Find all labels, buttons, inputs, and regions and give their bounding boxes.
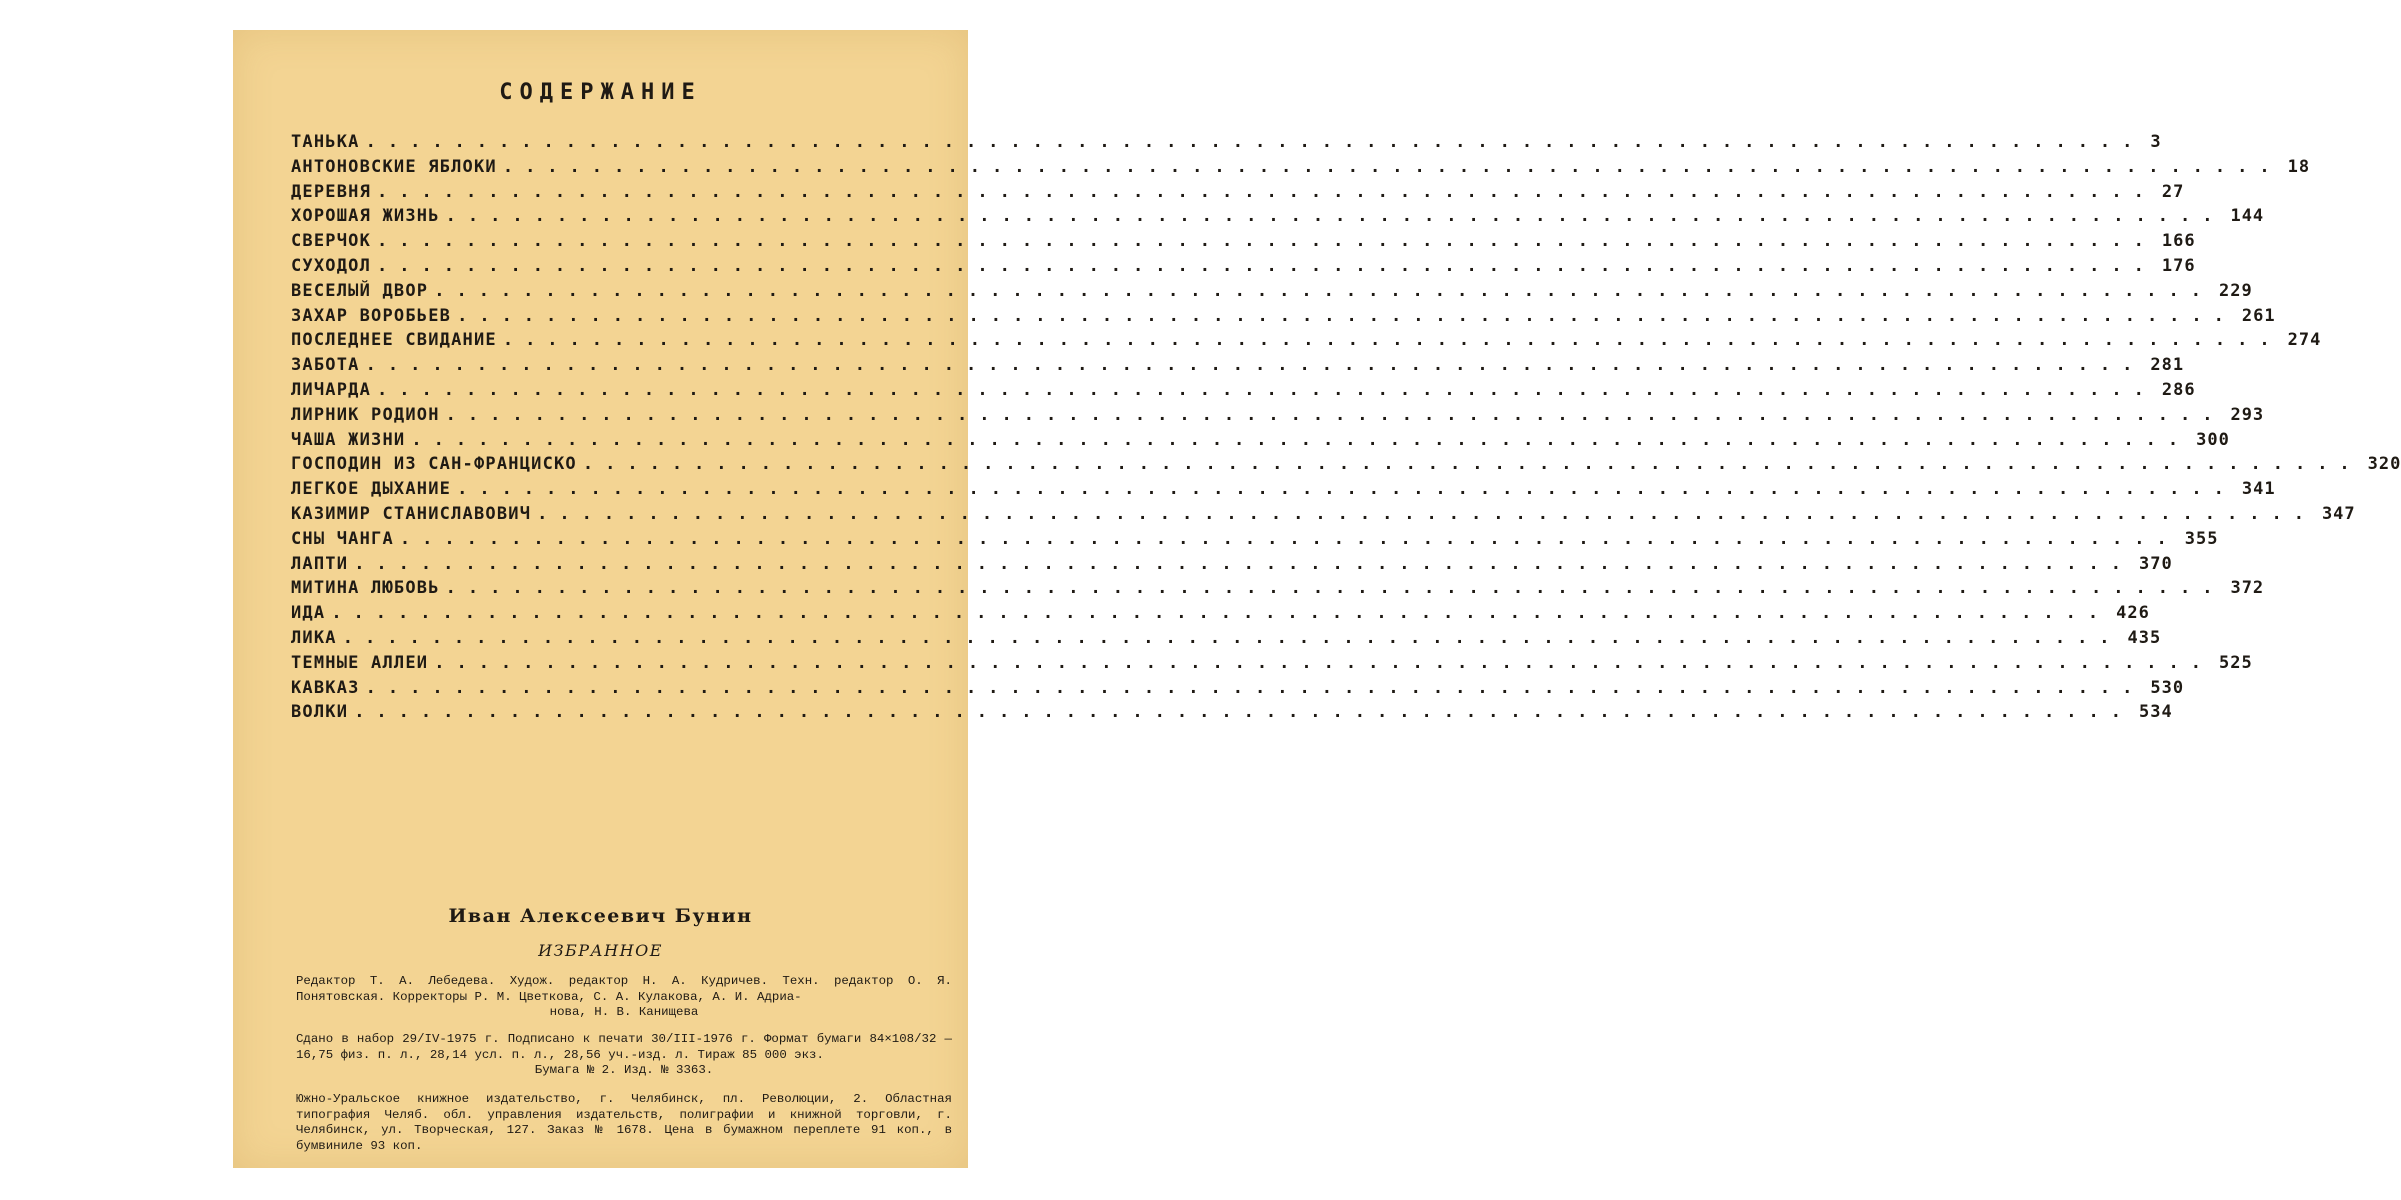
- toc-entry: [291, 429, 2230, 455]
- toc-entry-page: 27: [2161, 181, 2185, 202]
- toc-entry-page: 534: [2138, 702, 2173, 723]
- print-info-block: [296, 1032, 952, 1079]
- toc-dot-leader: ................................................................................: [582, 454, 2362, 475]
- toc-entry: [291, 206, 2265, 231]
- toc-entry-page: 3: [2150, 132, 2162, 152]
- toc-entry-page: 166: [2161, 231, 2196, 252]
- toc-dot-leader: ................................................................................: [445, 206, 2225, 227]
- toc-entry-title: ГОСПОДИН ИЗ САН-ФРАНЦИСКО: [291, 454, 577, 475]
- toc-dot-leader: ................................................................................: [354, 702, 2133, 723]
- toc-entry-page: 530: [2150, 677, 2185, 698]
- book-page: [233, 30, 2401, 1168]
- toc-entry-page: 525: [2219, 652, 2253, 673]
- toc-dot-leader: ................................................................................: [399, 528, 2179, 549]
- toc-dot-leader: ................................................................................: [331, 603, 2111, 624]
- toc-entry-page: 293: [2230, 404, 2265, 425]
- toc-entry-page: 372: [2230, 578, 2265, 599]
- toc-dot-leader: ................................................................................: [537, 503, 2316, 524]
- toc-entry-page: 370: [2138, 553, 2173, 574]
- publisher-block: [296, 1092, 952, 1154]
- toc-entry: [291, 454, 2401, 479]
- toc-entry: [291, 652, 2253, 678]
- toc-entry: [291, 603, 2150, 628]
- toc-dot-leader: ................................................................................: [354, 553, 2133, 574]
- toc-entry: [291, 305, 2276, 331]
- toc-dot-leader: ................................................................................: [377, 255, 2156, 276]
- toc-dot-leader: ................................................................................: [457, 305, 2236, 326]
- credits-line: нова, Н. В. Канищева: [549, 1005, 699, 1019]
- toc-entry: [291, 132, 2162, 157]
- toc-entry-title: СУХОДОЛ: [291, 255, 372, 276]
- toc-entry-page: 435: [2127, 627, 2162, 648]
- toc-entry-page: 176: [2161, 255, 2196, 276]
- toc-dot-leader: ................................................................................: [445, 578, 2225, 599]
- toc-entry-title: ЛИЧАРДА: [291, 379, 372, 400]
- toc-dot-leader: ................................................................................: [377, 181, 2156, 202]
- toc-entry: [291, 702, 2173, 727]
- toc-entry-title: ХОРОШАЯ ЖИЗНЬ: [291, 206, 440, 227]
- toc-entry-page: 355: [2184, 528, 2219, 549]
- toc-entry-title: ДЕРЕВНЯ: [291, 181, 372, 202]
- toc-entry-title: ЛИРНИК РОДИОН: [291, 404, 440, 425]
- toc-entry-page: 300: [2196, 429, 2230, 450]
- toc-entry-title: ТЕМНЫЕ АЛЛЕИ: [291, 652, 429, 673]
- toc-dot-leader: ................................................................................: [434, 280, 2214, 301]
- toc-dot-leader: ................................................................................: [411, 429, 2191, 450]
- toc-entry: [291, 479, 2276, 504]
- toc-entry-title: ЧАША ЖИЗНИ: [291, 429, 406, 450]
- print-info-line: Сдано в набор 29/IV-1975 г. Подписано к печати 30/III-1976 г. Формат бумаги 84×108/32 — 16,75 физ. п. л., 28,14 усл. п. л., 28,56 уч.-изд. л. Тираж 85 000 экз.: [296, 1032, 952, 1062]
- toc-dot-leader: ................................................................................: [377, 379, 2156, 400]
- toc-dot-leader: ................................................................................: [434, 652, 2214, 673]
- toc-entry-page: 347: [2321, 503, 2356, 524]
- publisher-info: Южно-Уральское книжное издательство, г. Челябинск, пл. Революции, 2. Областная типография Челяб. обл. управления издательств, полиграфии и книжной торговли, г. Челябинск, ул. Творческая, 127. Заказ № 1678. Цена в бумажном переплете 91 коп., в бумвиниле 93 коп.: [296, 1092, 952, 1153]
- toc-entry-page: 286: [2161, 379, 2196, 400]
- toc-dot-leader: ................................................................................: [377, 231, 2156, 252]
- toc-entry-title: ИДА: [291, 603, 326, 624]
- toc-entry-page: 144: [2230, 206, 2265, 227]
- toc-entry-title: СНЫ ЧАНГА: [291, 528, 394, 549]
- toc-entry-title: ВОЛКИ: [291, 702, 349, 723]
- book-title: ИЗБРАННОЕ: [538, 941, 663, 960]
- toc-entry-title: МИТИНА ЛЮБОВЬ: [291, 578, 440, 599]
- toc-entry-title: КАЗИМИР СТАНИСЛАВОВИЧ: [291, 503, 532, 524]
- toc-entry-title: ВЕСЕЛЫЙ ДВОР: [291, 280, 429, 301]
- toc-entry-title: ЗАБОТА: [291, 355, 360, 376]
- toc-entry: [291, 677, 2185, 703]
- toc-entry-title: ЛИКА: [291, 627, 337, 648]
- credits-line: Редактор Т. А. Лебедева. Худож. редактор Н. А. Кудричев. Техн. редактор О. Я. Понятовская. Корректоры Р. М. Цветкова, С. А. Кулакова, А. И. Адриа-: [296, 974, 952, 1004]
- toc-entry: [291, 404, 2265, 430]
- toc-entry: [291, 231, 2196, 256]
- toc-entry: [291, 578, 2265, 603]
- toc-entry: [291, 503, 2356, 529]
- toc-entry: [291, 255, 2196, 281]
- toc-entry-page: 18: [2287, 156, 2311, 177]
- toc-entry-page: 341: [2241, 479, 2276, 500]
- toc-entry: [291, 553, 2173, 579]
- toc-entry: [291, 355, 2185, 380]
- toc-dot-leader: ................................................................................: [365, 132, 2145, 152]
- toc-dot-leader: ................................................................................: [365, 677, 2145, 698]
- toc-entry: [291, 627, 2162, 653]
- toc-entry-title: СВЕРЧОК: [291, 231, 372, 252]
- toc-entry: [291, 528, 2219, 554]
- toc-entry-title: ЗАХАР ВОРОБЬЕВ: [291, 305, 452, 326]
- toc-entry-title: ТАНЬКА: [291, 132, 360, 152]
- toc-entry: [291, 379, 2196, 405]
- toc-dot-leader: ................................................................................: [502, 156, 2282, 177]
- toc-entry: [291, 181, 2185, 207]
- toc-dot-leader: ................................................................................: [457, 479, 2236, 500]
- toc-entry-title: ПОСЛЕДНЕЕ СВИДАНИЕ: [291, 330, 497, 351]
- toc-dot-leader: ................................................................................: [342, 627, 2122, 648]
- toc-entry-title: ЛАПТИ: [291, 553, 349, 574]
- toc-entry-page: 274: [2287, 330, 2322, 351]
- toc-entry-title: КАВКАЗ: [291, 677, 360, 698]
- toc-entry: [291, 280, 2253, 306]
- toc-entry-page: 229: [2219, 280, 2253, 301]
- toc-entry-title: АНТОНОВСКИЕ ЯБЛОКИ: [291, 156, 497, 177]
- toc-dot-leader: ................................................................................: [365, 355, 2145, 376]
- credits-block: [296, 974, 952, 1021]
- toc-entry-page: 261: [2241, 305, 2276, 326]
- toc-entry-title: ЛЕГКОЕ ДЫХАНИЕ: [291, 479, 452, 500]
- toc-dot-leader: ................................................................................: [502, 330, 2282, 351]
- toc-entry-page: 426: [2116, 603, 2150, 624]
- table-of-contents: [291, 132, 2401, 727]
- author-name: Иван Алексеевич Бунин: [448, 905, 753, 927]
- toc-dot-leader: ................................................................................: [445, 404, 2225, 425]
- toc-entry-page: 320: [2367, 454, 2401, 475]
- print-info-line: Бумага № 2. Изд. № 3363.: [534, 1063, 714, 1077]
- toc-entry-page: 281: [2150, 355, 2185, 376]
- toc-entry: [291, 330, 2322, 355]
- toc-entry: [291, 156, 2311, 182]
- contents-heading: СОДЕРЖАНИЕ: [499, 80, 702, 105]
